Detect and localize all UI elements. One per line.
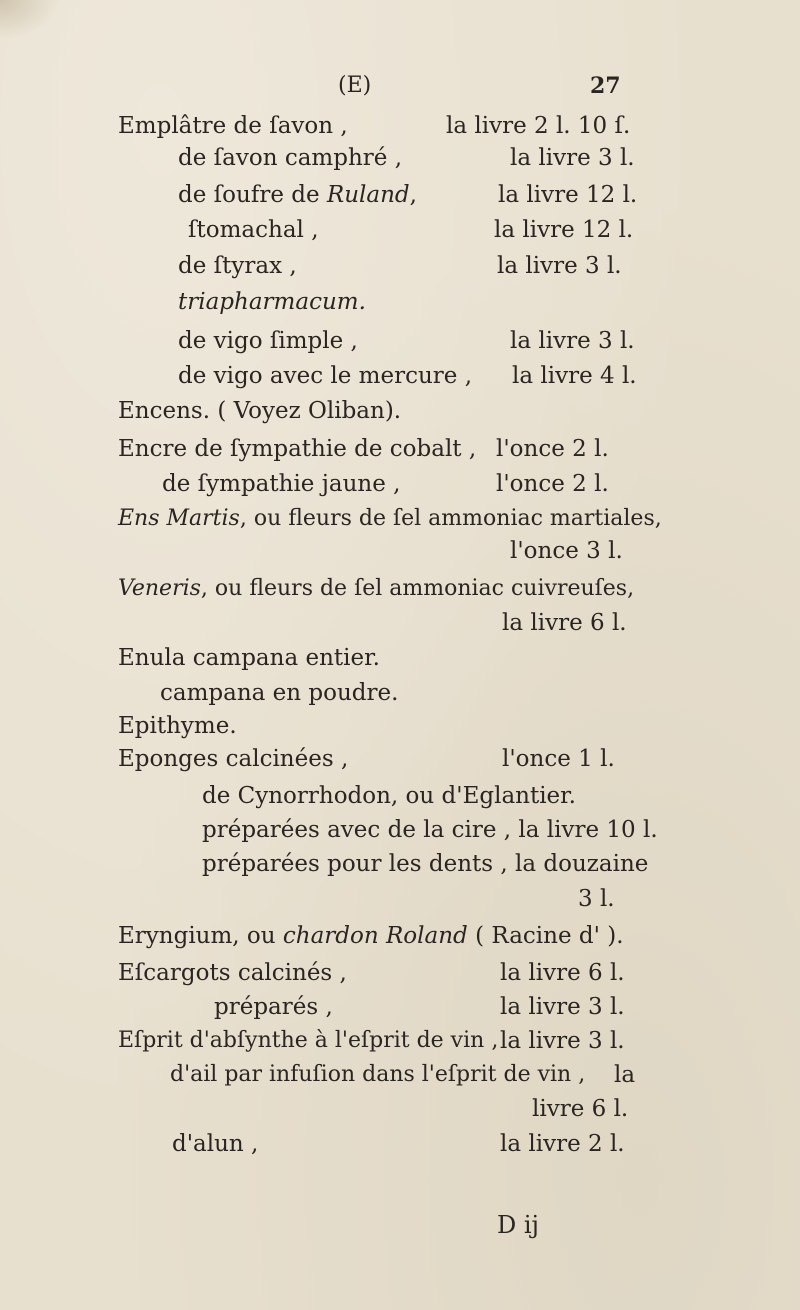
entry-left: Encens. ( Voyez Oliban). [118,398,402,424]
entry-left: Eſcargots calcinés , [118,960,347,986]
entry-price: la livre 3 l. [500,1028,625,1054]
entry-left: de vigo ſimple , [178,328,358,354]
entry-left: triapharmacum. [178,289,366,315]
entry-price: la [614,1062,636,1088]
entry-left: de vigo avec le mercure , [178,363,473,389]
entry-price: la livre 12 l. [498,182,638,208]
italic-term: Ruland [326,182,410,208]
entry-price: la livre 6 l. [500,960,625,986]
page-number: 27 [590,73,621,99]
entry-price: 3 l. [578,886,615,912]
entry-left: Eponges calcinées , [118,746,349,772]
entry-price: la livre 3 l. [497,253,622,279]
entry-left: préparées pour les dents , la douzaine [202,851,649,877]
entry-left: ſtomachal , [188,217,319,243]
entry-price: livre 6 l. [532,1096,629,1122]
entry-left: Epithyme. [118,713,237,739]
entry-price: l'once 1 l. [502,746,615,772]
entry-price: l'once 2 l. [496,471,609,497]
entry-left: Emplâtre de ſavon , [118,113,348,139]
entry-left: préparés , [214,994,333,1020]
entry-left: de ſtyrax , [178,253,297,279]
entry-left: préparées avec de la cire , la livre 10 l. [202,817,658,843]
italic-term: chardon Roland [282,923,468,949]
entry-price: la livre 2 l. 10 ſ. [446,113,631,139]
entry-left: de ſympathie jaune , [162,471,401,497]
entry-price: la livre 6 l. [502,610,627,636]
entry-price: l'once 3 l. [510,538,623,564]
entry-price: la livre 3 l. [500,994,625,1020]
entry-price: la livre 4 l. [512,363,637,389]
signature-mark: D ij [497,1211,539,1239]
italic-term: Ens Martis [118,506,240,531]
entry-left: d'alun , [172,1131,259,1157]
entry-left: campana en poudre. [160,680,399,706]
running-head: (E) [338,73,372,98]
entry-left: Enula campana entier. [118,645,380,671]
entry-price: l'once 2 l. [496,436,609,462]
entry-price: la livre 2 l. [500,1131,625,1157]
entry-price: la livre 12 l. [494,217,634,243]
entry-left: Ens Martis, ou fleurs de ſel ammoniac martiales, [118,506,662,531]
entry-price: la livre 3 l. [510,328,635,354]
entry-left: Veneris, ou fleurs de ſel ammoniac cuivreuſes, [118,576,635,601]
entry-left: de ſoufre de Ruland, [178,182,417,208]
entry-left: Eſprit d'abſynthe à l'eſprit de vin , [118,1028,499,1053]
entry-left: d'ail par infuſion dans l'eſprit de vin , [170,1062,586,1087]
italic-term: Veneris [118,576,201,601]
entry-left: de Cynorrhodon, ou d'Eglantier. [202,783,576,809]
page-stain [0,0,60,40]
entry-price: la livre 3 l. [510,145,635,171]
entry-left: de ſavon camphré , [178,145,403,171]
entry-left: Eryngium, ou chardon Roland ( Racine d' ). [118,923,624,949]
entry-left: Encre de ſympathie de cobalt , [118,436,477,462]
